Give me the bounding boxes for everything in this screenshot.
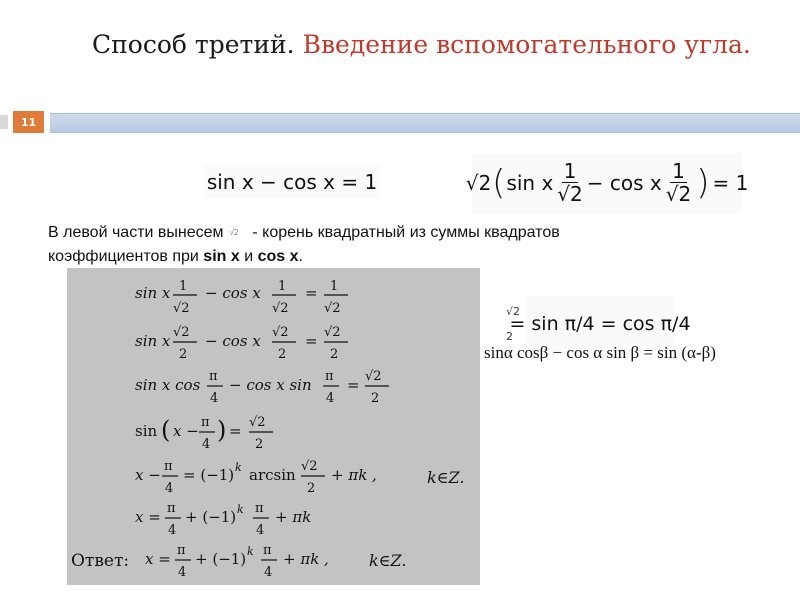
eq2-frac-1-den: √2	[557, 182, 583, 206]
svg-text:π: π	[164, 459, 173, 474]
svg-text:+ (−1): + (−1)	[195, 550, 247, 568]
svg-text:k: k	[237, 503, 244, 516]
eq2-frac-2	[664, 161, 693, 205]
bar-left-block	[0, 115, 8, 129]
kz-label-1: k∈Z.	[427, 468, 465, 487]
para-part2: - корень квадратный из суммы квадратов	[252, 224, 560, 242]
svg-text:sin x: sin x	[135, 284, 171, 302]
svg-text:− cos x sin: − cos x sin	[229, 376, 312, 394]
equation-original-text: sin x − cos x = 1	[206, 170, 378, 194]
right-eq-text: = sin π/4 = cos π/4	[509, 313, 691, 335]
svg-text:x =: x =	[135, 508, 161, 526]
para-end: .	[298, 248, 303, 266]
svg-text:− cos x: − cos x	[205, 284, 261, 302]
svg-text:2: 2	[278, 347, 287, 362]
equation-original	[204, 165, 380, 199]
svg-text:2: 2	[307, 481, 316, 496]
svg-text:4: 4	[256, 523, 265, 538]
bar-blue-strip	[50, 113, 800, 133]
svg-text:√2: √2	[365, 369, 382, 384]
kz-label-2: k∈Z.	[369, 551, 407, 570]
svg-text:− cos x: − cos x	[205, 332, 261, 350]
svg-text:=: =	[305, 332, 318, 350]
svg-text:2: 2	[330, 347, 339, 362]
para-tiny-sqrt: √2	[229, 228, 239, 237]
para-bold-cos: cos x	[257, 248, 299, 266]
svg-text:1: 1	[278, 279, 287, 294]
equation-factored	[465, 153, 749, 213]
svg-text:π: π	[201, 415, 210, 430]
svg-text:2: 2	[255, 437, 264, 452]
svg-text:=: =	[229, 422, 242, 440]
svg-text:4: 4	[264, 565, 273, 580]
svg-text:π: π	[177, 543, 186, 558]
svg-text:x =: x =	[145, 550, 171, 568]
svg-text:√2: √2	[272, 301, 289, 316]
slide-number: 11	[13, 111, 44, 133]
eq2-cos: − cos x	[586, 171, 662, 195]
svg-text:1: 1	[330, 279, 339, 294]
svg-text:2: 2	[179, 347, 188, 362]
eq2-rhs: = 1	[712, 171, 749, 195]
svg-text:+ πk ,: + πk ,	[331, 466, 377, 484]
svg-text:=: =	[347, 376, 360, 394]
side-2-label: 2	[506, 330, 513, 343]
svg-text:4: 4	[326, 391, 335, 406]
solution-formulas-graphic	[67, 268, 480, 585]
svg-text:): )	[217, 416, 227, 444]
open-paren-glyph: (	[492, 163, 506, 203]
para-bold-sin: sin x	[203, 248, 240, 266]
svg-text:arcsin: arcsin	[249, 466, 296, 484]
explanation-paragraph	[48, 221, 748, 269]
svg-text:π: π	[209, 369, 218, 384]
eq2-frac-1	[555, 161, 584, 205]
eq2-prefix: √2	[465, 171, 492, 195]
solution-image	[67, 268, 480, 585]
svg-text:π: π	[325, 369, 334, 384]
svg-text:2: 2	[371, 391, 380, 406]
side-sqrt2-label: √2	[506, 305, 521, 318]
para-part1: В левой части вынесем	[48, 224, 224, 242]
svg-text:k: k	[235, 461, 242, 474]
eq2-frac-1-num: 1	[563, 159, 577, 183]
svg-text:√2: √2	[324, 301, 341, 316]
eq2-frac-2-num: 1	[672, 159, 685, 183]
svg-text:x −: x −	[173, 422, 199, 440]
svg-text:1: 1	[179, 279, 188, 294]
svg-text:√2: √2	[173, 301, 190, 316]
svg-text:4: 4	[165, 481, 174, 496]
svg-text:x −: x −	[135, 466, 161, 484]
svg-text:√2: √2	[301, 459, 318, 474]
answer-label: Ответ:	[71, 551, 130, 571]
svg-text:+ πk ,: + πk ,	[283, 550, 329, 568]
svg-text:k: k	[247, 545, 254, 558]
svg-text:π: π	[255, 501, 264, 516]
svg-text:4: 4	[168, 523, 177, 538]
svg-text:=: =	[305, 284, 318, 302]
svg-text:√2: √2	[272, 325, 289, 340]
svg-text:= (−1): = (−1)	[183, 466, 235, 484]
header-bar	[0, 111, 800, 133]
svg-text:√2: √2	[173, 325, 190, 340]
svg-text:sin: sin	[135, 422, 158, 440]
svg-text:sin x cos: sin x cos	[135, 376, 201, 394]
slide-title	[92, 30, 751, 59]
svg-text:4: 4	[178, 565, 187, 580]
svg-text:π: π	[167, 501, 176, 516]
svg-text:4: 4	[210, 391, 219, 406]
eq2-frac-2-den: √2	[665, 182, 692, 206]
svg-text:+ (−1): + (−1)	[185, 508, 237, 526]
svg-text:√2: √2	[249, 415, 266, 430]
title-part-black: Способ третий.	[92, 30, 295, 59]
para-part3: коэффициентов при	[48, 248, 199, 266]
svg-text:(: (	[161, 416, 171, 444]
svg-text:π: π	[263, 543, 272, 558]
para-and: и	[244, 248, 254, 266]
eq2-sin: sin x	[506, 171, 554, 195]
title-part-red: Введение вспомогательного угла.	[302, 30, 751, 59]
svg-text:sin x: sin x	[135, 332, 171, 350]
subtraction-identity: sinα cosβ − cos α sin β = sin (α-β)	[484, 343, 716, 362]
svg-text:4: 4	[202, 437, 211, 452]
svg-text:+ πk: + πk	[275, 508, 312, 526]
close-paren-glyph: )	[696, 163, 710, 203]
svg-text:√2: √2	[324, 325, 341, 340]
